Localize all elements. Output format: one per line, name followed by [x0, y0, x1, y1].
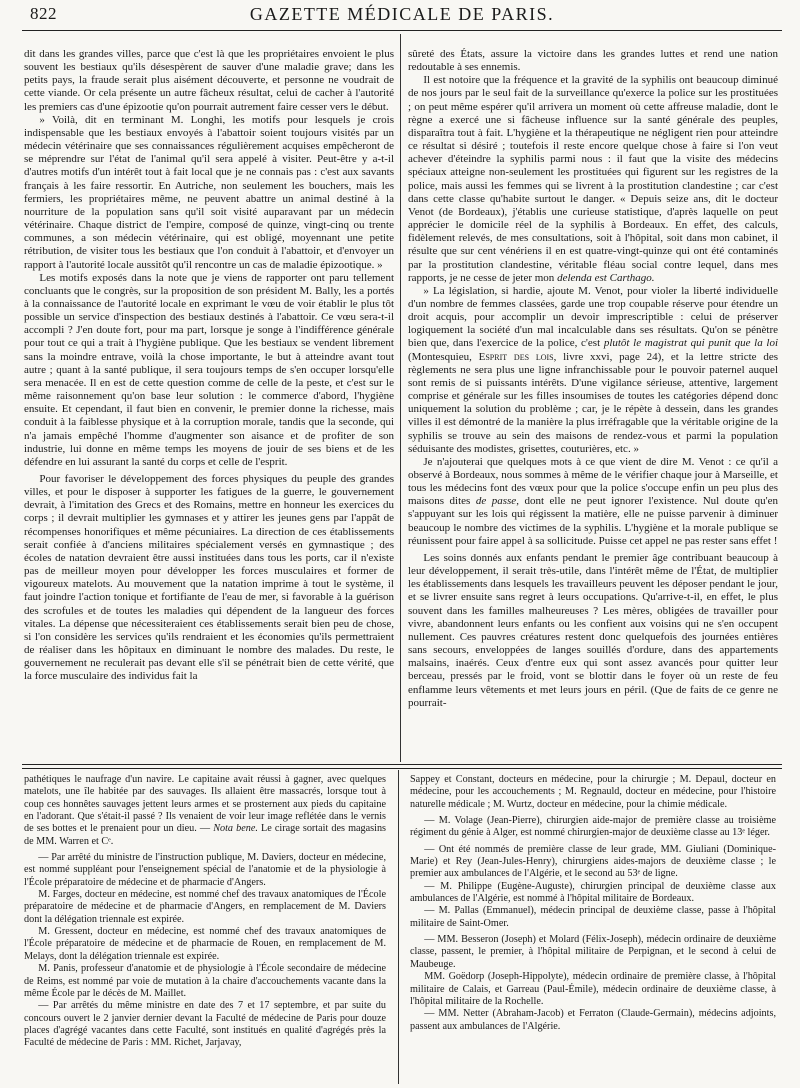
article-column-right	[408, 48, 778, 760]
paragraph: — M. Philippe (Eugène-Auguste), chirurgien principal de deuxième classe aux ambulances de l'Algérie, est nommé à l'hôpital militaire de Bordeaux.	[410, 880, 776, 905]
paragraph: — MM. Besseron (Joseph) et Molard (Félix-Joseph), médecin ordinaire de deuxième classe, passent, le premier, à l'hôpital militaire de Perpignan, et le second à celui de Maubeuge.	[410, 934, 776, 970]
text-run: » La législation, si hardie, ajoute M. Venot, pour violer la liberté individuelle d'un nombre de femmes classées, garde une trop coupable réserve pour étendre un droit acquis, pour accomplir un devoir imprescriptible : celui de préserver logiquement la société d'un mal incalculable dans ses résultats. Qu'on se pénètre bien que, dans l'exercice de la police, c'est	[408, 284, 778, 350]
page-header	[22, 4, 782, 28]
text-run: , dont elle ne peut ignorer l'existence. Nul doute qu'en s'appuyant sur les lois qui régissent la matière, elle ne puisse parvenir à diminuer beaucoup le nombre des victimes de la syphilis. L'hygiène et la morale publique se réunissent pour faire appel à sa sollicitude. Puisse cet appel ne pas rester sans effet !	[408, 495, 778, 547]
paragraph	[24, 774, 386, 848]
paragraph: Les soins donnés aux enfants pendant le premier âge contribuant beaucoup à leur développement, il serait très-utile, dans l'intérêt même de l'État, de multiplier les établissements dans lesquels les travailleurs peuvent les déposer pendant le jour, et se livrer ensuite sans regret à leurs occupations. Qu'arrive-t-il, en effet, le plus souvent dans les familles malheureuses ? Les mères, obligées de travailler pour vivre, abandonnent leurs enfants ou les confient aux voisins qui ne s'en occupent nullement. Ces pauvres créatures restent donc quelquefois des journées entières sans secours, enveloppées de langes souillés d'ordure, dans des appartements malsains, inaérés. Ceux d'entre eux qui sont assez avancés pour quitter leur berceau, pressés par le froid, vont se blottir dans le foyer où un reste de feu enflamme leurs vêtements et met leurs jours en péril. (Que de faits de ce genre ne pourrait-	[408, 551, 778, 709]
text-run: , livre xxvi, page 24), et la lettre stricte des règlements ne sera plus une ligne infranchissable pour le pouvoir paternel auquel sont remis de si puissants intérêts. D'une vigilance sérieuse, attentive, largement comprise et générale sur les filles insoumises de toutes les catégories dépend donc uniquement la solution du problème ; car, je le répète à dessein, dans les grandes villes il est démontré de la manière la plus irréfragable que la véritable origine de la syphilis se trouve au sein des maisons de rendez-vous et parmi la population séduisante des modistes, grisettes, couturières, etc. »	[408, 350, 778, 455]
paragraph	[408, 285, 778, 456]
paragraph: — M. Pallas (Emmanuel), médecin principal de deuxième classe, passe à l'hôpital militaire de Saint-Omer.	[410, 905, 776, 929]
article-column-left	[24, 48, 394, 760]
paragraph: — M. Volage (Jean-Pierre), chirurgien aide-major de première classe au troisième régiment du génie à Alger, est nommé chirurgien-major de deuxième classe au 13ᵉ léger.	[410, 815, 776, 839]
news-column-right	[410, 774, 776, 1082]
paragraph: dit dans les grandes villes, parce que c'est là que les propriétaires envoient le plus souvent les bestiaux qu'ils désespèrent de sauver d'une maladie grave; dans les petits pays, la fraude serait plus aisément découverte, et personne ne voudrait de cette viande. Or cela présente un autre fâcheux résultat, celui de cacher à l'autorité les premiers cas d'une épizootie qu'on pourrait autrement faire cesser vers le début.	[24, 48, 394, 113]
paragraph: sûreté des États, assure la victoire dans les grandes luttes et rend une nation redoutable à ses ennemis.	[408, 48, 778, 74]
book-title: Esprit des lois	[478, 350, 554, 363]
paragraph: M. Panis, professeur d'anatomie et de physiologie à l'École secondaire de médecine de Reims, est nommé par voie de mutation à la chaire d'accouchements vacante dans la même École par le décès de M. Maillet.	[24, 963, 386, 999]
italic-quote: delenda est Carthago.	[557, 271, 655, 284]
paragraph: M. Farges, docteur en médecine, est nommé chef des travaux anatomiques de l'École préparatoire de médecine et de pharmacie d'Angers, en remplacement de M. Daviers dont la délégation triennale est expirée.	[24, 889, 386, 925]
nota-bene-label: Nota bene.	[213, 823, 258, 835]
paragraph	[408, 74, 778, 285]
header-rule	[22, 30, 782, 31]
paragraph: — Par arrêtés du même ministre en date des 7 et 17 septembre, et par suite du concours ouvert le 2 janvier dernier devant la Faculté de médecine de Paris pour douze places d'agrégé vacantes dans cette Faculté, sont institués en qualité d'agrégés près la Faculté de médecine de Paris : MM. Richet, Jarjavay,	[24, 1000, 386, 1049]
section-rule-bottom	[22, 768, 782, 769]
paragraph: Les motifs exposés dans la note que je viens de rapporter ont paru tellement concluants que le congrès, sur la proposition de son président M. Bally, les a portés à la connaissance de l'autorité locale en exprimant le vœu de voir établir le plus tôt possible un service d'inspection des bestiaux destinés à l'abattoir. Ce vœu sera-t-il accompli ? J'en doute fort, pour ma part, lorsque je songe à l'indifférence générale pour tout ce qui a trait à l'hygiène publique. Que les bestiaux se vendent librement sans la moindre entrave, voilà la chose importante, le but à atteindre avant tout autre ; quant à la santé publique, il sera toujours temps de s'en occuper lorsqu'elle sera menacée. Il en est de cette question comme de celle de la peste, et c'est sur le même raisonnement qu'on base leur solution : le commerce d'abord, l'hygiène ensuite. Et cependant, il faut bien en convenir, le premier donne la richesse, mais conduit à la faiblesse physique et à la corruption morale, tandis que la seconde, qui n'a jamais empêché l'homme d'augmenter son aisance et de profiter de son industrie, lui donne en même temps les moyens de jouir de ses biens et de les défendre en lui assurant la santé du corps et celle de l'esprit.	[24, 271, 394, 468]
column-divider-top	[400, 34, 401, 762]
paragraph: » Voilà, dit en terminant M. Longhi, les motifs pour lesquels je crois indispensable que les bestiaux envoyés à l'abattoir soient toujours visités par un médecin vétérinaire que ses connaissances régulièrement acquises empêcheront de se méprendre sur l'état de l'animal qu'il sera appelé à visiter. Peut-être y a-t-il d'autres motifs d'un intérêt tout à fait local que je ne connais pas : c'est aux savants français à les faire ressortir. En Autriche, non seulement les bouchers, mais les fermiers, les propriétaires même, ne peuvent abattre un animal destiné à la nourriture de la population sans qu'il soit visité auparavant par un médecin vétérinaire. Chaque district de l'empire, composé de quinze, vingt-cinq ou trente communes, a son médecin vétérinaire, qui est obligé, moyennant une petite rétribution, de visiter tous les bestiaux que l'on conduit à l'abattoir, et d'envoyer un rapport à l'autorité locale aussitôt qu'il rencontre un cas de maladie épizootique. »	[24, 113, 394, 271]
journal-title: GAZETTE MÉDICALE DE PARIS.	[249, 4, 555, 24]
text-run: (Montesquieu,	[408, 350, 472, 363]
paragraph: M. Gressent, docteur en médecine, est nommé chef des travaux anatomiques de l'École préparatoire de médecine et de pharmacie de Rouen, en remplacement de M. Melays, dont la délégation triennale est expirée.	[24, 926, 386, 962]
section-rule-top	[22, 764, 782, 765]
page-number: 822	[30, 4, 57, 23]
paragraph: Sappey et Constant, docteurs en médecine, pour la chirurgie ; M. Depaul, docteur en médecine, pour les accouchements ; M. Regnauld, docteur en médecine, pour l'histoire naturelle médicale ; M. Wurtz, docteur en médecine, pour la chimie médicale.	[410, 774, 776, 810]
news-column-left	[24, 774, 386, 1082]
paragraph: — Par arrêté du ministre de l'instruction publique, M. Daviers, docteur en médecine, est nommé suppléant pour l'enseignement spécial de l'anatomie et de la physiologie à l'École préparatoire de médecine et de pharmacie d'Angers.	[24, 852, 386, 888]
text-run: Il est notoire que la fréquence et la gravité de la syphilis ont beaucoup diminué de nos jours par le seul fait de la surveillance qu'exerce la police sur les prostituées ; on peut même espérer qu'il arrivera un moment où cette affreuse maladie, dont le règne a exercé une si fâcheuse influence sur la santé générale des peuples, disparaîtra tout à fait. L'hygiène et la thérapeutique ne négligent rien pour atteindre ce résultat si désiré ; toutefois il reste encore quelque chose à faire si l'on veut achever d'éteindre la syphilis parmi nous : il faut que la visite des médecins spéciaux atteigne non-seulement les prostituées qui figurent sur les registres de la police, mais aussi les femmes qui se livrent à la prostitution clandestine ; car c'est dans cette classe qu'habite surtout le danger. « Depuis seize ans, dit le docteur Venot (de Bordeaux), j'établis une curieuse statistique, d'après laquelle on peut apprécier le domicile réel de la syphilis à Bordeaux. En effet, des calculs, fidèlement relevés, de mes consultations, soit à l'hôpital, soit dans mon cabinet, il résulte que sur cent vénériens il en est quatre-vingt-quinze qui ont été contaminés par la prostitution clandestine, véritable fléau social contre lequel, dans mes rapports, je ne cesse de jeter mon	[408, 74, 778, 284]
text-run: Je n'ajouterai que quelques mots à ce que vient de dire M. Venot : ce qu'il a observé à Bordeaux, nous sommes à même de le vérifier chaque jour à Marseille, et tous les médecins font des vœux pour que la police s'occupe enfin un peu plus des maisons dites	[408, 455, 778, 508]
text-run: pathétiques le naufrage d'un navire. Le capitaine avait réussi à gagner, avec quelques matelots, une île habitée par des sauvages. Ils allaient être massacrés, lorsque tout à coup ces honnêtes sauvages jettent leurs armes et se prosternent aux pieds du capitaine en l'adorant. Que s'était-il passé ? Ils venaient de voir leur image reflétée dans le vernis de ses bottes et le prenaient pour un dieu. —	[24, 774, 386, 835]
paragraph: — Ont été nommés de première classe de leur grade, MM. Giuliani (Dominique-Marie) et Rey (Jean-Jules-Henry), chirurgiens aides-majors de deuxième classe ; le premier aux ambulances de l'Algérie, et le second au 53ᵉ de ligne.	[410, 843, 776, 880]
text-run: Le cirage sortait des magasins de MM. Warren et Cᵉ.	[24, 823, 386, 847]
italic-quote: plutôt le magistrat qui punit que la loi	[603, 337, 778, 350]
italic-term: de passe	[475, 495, 517, 508]
paragraph: MM. Goëdorp (Joseph-Hippolyte), médecin ordinaire de première classe, à l'hôpital militaire de Calais, et Garreau (Paul-Émile), médecin ordinaire de deuxième classe, à l'hôpital militaire de la Rochelle.	[410, 971, 776, 1007]
paragraph	[408, 456, 778, 548]
paragraph: — MM. Netter (Abraham-Jacob) et Ferraton (Claude-Germain), médecins adjoints, passent aux ambulances de l'Algérie.	[410, 1008, 776, 1032]
paragraph: Pour favoriser le développement des forces physiques du peuple des grandes villes, et pour le disposer à supporter les fatigues de la guerre, le gouvernement devrait, à l'imitation des Grecs et des Romains, mettre en honneur les exercices du corps ; il devrait multiplier les gymnases et y attirer les jeunes gens par l'appât de récompenses honorifiques et même pécuniaires. La direction de ces établissements serait confiée à d'anciens militaires spécialement versés en gymnastique ; des écoles de natation devraient être aussi instituées dans tous les ports, car il n'existe pas de meilleur moyen pour développer les forces musculaires et former de vigoureux matelots. Au mouvement que la natation imprime à tout le système, il faut joindre l'action tonique et fortifiante de l'eau de mer, si favorable à la guérison des scrofules et de toutes les maladies qui dépendent de la langueur des forces vitales. La dépense que nécessiteraient ces établissements serait bien peu de chose, si l'on considère les services qu'ils rendraient et les économies qu'ils permettraient de réaliser dans les hôpitaux en diminuant le nombre des malades. Du reste, le gouvernement ne reculerait pas devant elle s'il se pénétrait bien de cette vérité, que la force musculaire des individus fait la	[24, 473, 394, 683]
column-divider-bottom	[398, 770, 399, 1084]
